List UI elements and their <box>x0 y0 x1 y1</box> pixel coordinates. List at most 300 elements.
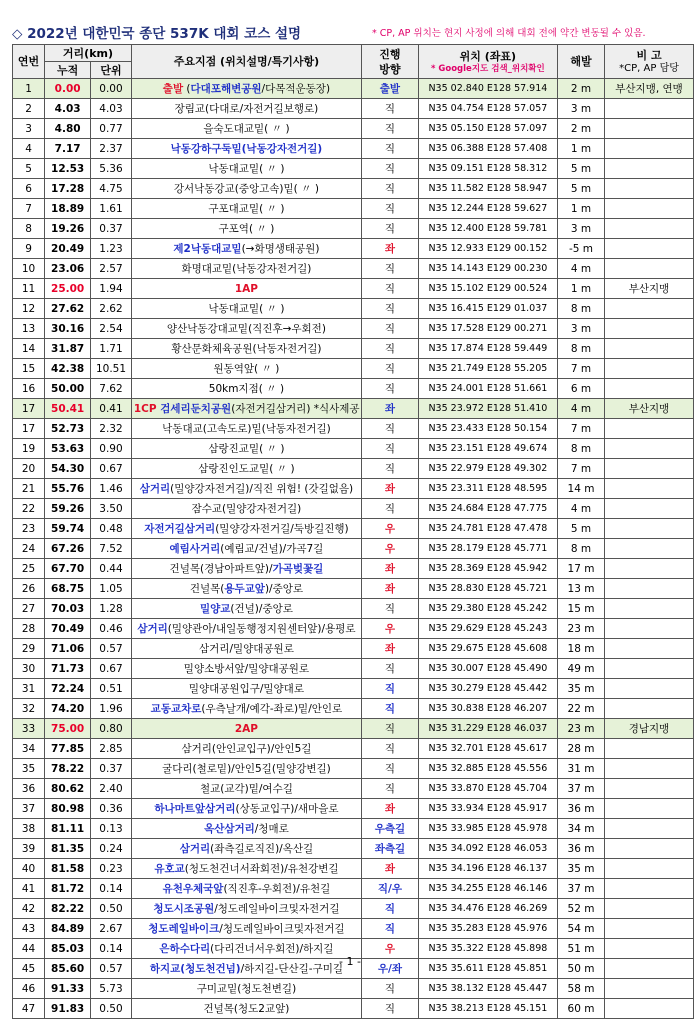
cell-direction: 좌 <box>362 799 419 819</box>
cell-unit: 0.14 <box>91 939 132 959</box>
cell-place <box>131 479 361 499</box>
place-text: 삼거리 <box>179 842 211 855</box>
cell-direction: 우 <box>362 519 419 539</box>
cell-cumulative: 80.62 <box>45 779 91 799</box>
table-row <box>13 659 694 679</box>
place-text: 낙동대교밑( 〃 ) <box>208 162 285 175</box>
cell-altitude: 5 m <box>557 179 604 199</box>
table-row <box>13 779 694 799</box>
cell-no: 26 <box>13 579 45 599</box>
header-altitude: 해발 <box>557 45 604 79</box>
cell-unit: 5.36 <box>91 159 132 179</box>
place-text: 건널목(청도2교앞) <box>203 1002 290 1015</box>
place-text: 청도시조공원 <box>153 902 215 915</box>
place-text: (밀양강자전거길/둑방길진행) <box>215 522 349 535</box>
header-position-label: 위치 (좌표) <box>459 50 517 63</box>
cell-altitude: 7 m <box>557 459 604 479</box>
place-text: 삼거리/밀양대공원로 <box>199 642 294 655</box>
cell-position: N35 24.001 E128 51.661 <box>418 379 557 399</box>
place-text: (좌측길로직진)/옥산길 <box>210 842 314 855</box>
table-row <box>13 259 694 279</box>
header-distance: 거리(km) <box>45 45 132 62</box>
cell-unit: 0.51 <box>91 679 132 699</box>
cell-altitude: 58 m <box>557 979 604 999</box>
cell-direction: 직 <box>362 139 419 159</box>
cell-no: 30 <box>13 659 45 679</box>
table-row <box>13 819 694 839</box>
cell-note <box>605 799 694 819</box>
table-row <box>13 239 694 259</box>
cell-position: N35 29.380 E128 45.242 <box>418 599 557 619</box>
cell-no: 12 <box>13 299 45 319</box>
cell-direction: 직 <box>362 679 419 699</box>
cell-cumulative: 82.22 <box>45 899 91 919</box>
cell-place <box>131 639 361 659</box>
table-row <box>13 619 694 639</box>
cell-position: N35 35.322 E128 45.898 <box>418 939 557 959</box>
cell-cumulative: 85.60 <box>45 959 91 979</box>
cell-no: 9 <box>13 239 45 259</box>
table-row <box>13 859 694 879</box>
cell-cumulative: 81.58 <box>45 859 91 879</box>
cell-unit: 1.05 <box>91 579 132 599</box>
cell-direction: 우 <box>362 619 419 639</box>
cell-cumulative: 84.89 <box>45 919 91 939</box>
cell-unit: 0.67 <box>91 459 132 479</box>
cell-no: 29 <box>13 639 45 659</box>
cell-altitude: 8 m <box>557 339 604 359</box>
cell-altitude: 28 m <box>557 739 604 759</box>
cell-no: 6 <box>13 179 45 199</box>
cell-no: 19 <box>13 439 45 459</box>
cell-position: N35 38.132 E128 45.447 <box>418 979 557 999</box>
cell-unit: 2.54 <box>91 319 132 339</box>
table-row <box>13 219 694 239</box>
cell-position: N35 17.528 E129 00.271 <box>418 319 557 339</box>
cell-position: N35 33.870 E128 45.704 <box>418 779 557 799</box>
cell-altitude: 4 m <box>557 499 604 519</box>
cell-position: N35 15.102 E129 00.524 <box>418 279 557 299</box>
cell-cumulative: 71.73 <box>45 659 91 679</box>
cell-no: 3 <box>13 119 45 139</box>
cell-place <box>131 279 361 299</box>
table-row <box>13 639 694 659</box>
place-text: 구미교밑(청도천변길) <box>196 982 297 995</box>
cell-place <box>131 319 361 339</box>
cell-note <box>605 379 694 399</box>
cell-place <box>131 879 361 899</box>
cell-note <box>605 239 694 259</box>
cell-position: N35 33.934 E128 45.917 <box>418 799 557 819</box>
cell-position: N35 33.985 E128 45.978 <box>418 819 557 839</box>
cell-direction: 좌 <box>362 579 419 599</box>
cell-unit: 7.62 <box>91 379 132 399</box>
cell-direction: 좌 <box>362 239 419 259</box>
table-row <box>13 599 694 619</box>
place-text: (→화명생태공원) <box>241 242 320 255</box>
cell-note <box>605 299 694 319</box>
cell-no: 33 <box>13 719 45 739</box>
place-text: (상동교입구)/새마을로 <box>235 802 339 815</box>
table-row <box>13 299 694 319</box>
cell-note <box>605 759 694 779</box>
cell-note <box>605 559 694 579</box>
cell-unit: 0.41 <box>91 399 132 419</box>
cell-note <box>605 619 694 639</box>
cell-cumulative: 27.62 <box>45 299 91 319</box>
place-text: 을숙도대교밑( 〃 ) <box>203 122 290 135</box>
cell-cumulative: 91.33 <box>45 979 91 999</box>
cell-cumulative: 81.11 <box>45 819 91 839</box>
cell-cumulative: 91.83 <box>45 999 91 1019</box>
place-text: 장림교(다대로/자전거길보행로) <box>174 102 319 115</box>
cell-altitude: 35 m <box>557 679 604 699</box>
course-table <box>12 44 694 1019</box>
cell-altitude: 8 m <box>557 439 604 459</box>
cell-note <box>605 179 694 199</box>
place-text: 굴다리(철로밑)/안인5길(밀양강변길) <box>162 762 331 775</box>
table-row <box>13 179 694 199</box>
place-text: 1CP <box>133 402 161 415</box>
table-row <box>13 519 694 539</box>
place-text: 삼거리 <box>137 622 168 635</box>
cell-direction: 직/우 <box>362 879 419 899</box>
cell-no: 16 <box>13 379 45 399</box>
cell-position: N35 04.754 E128 57.057 <box>418 99 557 119</box>
place-text: 낙동대교밑( 〃 ) <box>208 302 285 315</box>
cell-place <box>131 379 361 399</box>
cell-position: N35 06.388 E128 57.408 <box>418 139 557 159</box>
table-row <box>13 359 694 379</box>
cell-note <box>605 439 694 459</box>
cell-direction: 직 <box>362 739 419 759</box>
cell-cumulative: 7.17 <box>45 139 91 159</box>
cell-cumulative: 70.49 <box>45 619 91 639</box>
page-number: - 1 - <box>339 955 361 968</box>
cell-unit: 0.24 <box>91 839 132 859</box>
cell-note <box>605 319 694 339</box>
place-text: 다대포해변공원 <box>190 82 262 95</box>
cell-no: 32 <box>13 699 45 719</box>
place-text: 밀양교 <box>199 602 231 615</box>
cell-no: 25 <box>13 559 45 579</box>
place-text: 건널목(경남아파트앞)/ <box>169 562 273 575</box>
cell-place <box>131 599 361 619</box>
table-row <box>13 999 694 1019</box>
header-position-sub: * Google지도 검색_위치확인 <box>431 64 545 74</box>
cell-position: N35 21.749 E128 55.205 <box>418 359 557 379</box>
table-row <box>13 99 694 119</box>
place-text: 하나마트앞삼거리 <box>154 802 236 815</box>
place-text: /하지길-단산길-구미길 <box>240 962 343 975</box>
cell-cumulative: 54.30 <box>45 459 91 479</box>
table-row <box>13 799 694 819</box>
cell-cumulative: 74.20 <box>45 699 91 719</box>
cell-place <box>131 579 361 599</box>
cell-altitude: 4 m <box>557 399 604 419</box>
cell-note <box>605 219 694 239</box>
place-text: 유호교 <box>154 862 185 875</box>
cell-direction: 직 <box>362 699 419 719</box>
cell-unit: 1.96 <box>91 699 132 719</box>
cell-cumulative: 67.70 <box>45 559 91 579</box>
cell-direction: 직 <box>362 419 419 439</box>
table-row <box>13 419 694 439</box>
cell-position: N35 32.885 E128 45.556 <box>418 759 557 779</box>
cell-direction: 좌 <box>362 479 419 499</box>
cell-place <box>131 199 361 219</box>
table-row <box>13 439 694 459</box>
header-note <box>605 45 694 79</box>
cell-unit: 0.90 <box>91 439 132 459</box>
table-row <box>13 399 694 419</box>
table-row <box>13 539 694 559</box>
table-row <box>13 899 694 919</box>
cell-altitude: 2 m <box>557 79 604 99</box>
cell-no: 24 <box>13 539 45 559</box>
place-text: (우측날개/예각-좌로)밑/안인로 <box>201 702 343 715</box>
place-text: 2AP <box>234 722 258 735</box>
cell-cumulative: 25.00 <box>45 279 91 299</box>
cell-cumulative: 4.03 <box>45 99 91 119</box>
place-text: (직진후-우회전)/유천길 <box>223 882 331 895</box>
cell-unit: 2.37 <box>91 139 132 159</box>
cell-cumulative: 59.26 <box>45 499 91 519</box>
place-text: 황산문화체육공원(낙동자전거길) <box>171 342 322 355</box>
place-text: /청매로 <box>254 822 289 835</box>
cell-altitude: 50 m <box>557 959 604 979</box>
header-note-label: 비 고 <box>636 49 662 62</box>
cell-note <box>605 119 694 139</box>
cell-cumulative: 4.80 <box>45 119 91 139</box>
cell-altitude: -5 m <box>557 239 604 259</box>
cell-direction: 직 <box>362 919 419 939</box>
place-text: 삼거리(안인교입구)/안인5길 <box>181 742 312 755</box>
place-text: 낙동강하구둑밑(낙동강자전거길) <box>170 142 323 155</box>
cell-position: N35 31.229 E128 46.037 <box>418 719 557 739</box>
cell-altitude: 5 m <box>557 159 604 179</box>
cell-position: N35 23.433 E128 50.154 <box>418 419 557 439</box>
cell-direction: 직 <box>362 899 419 919</box>
cell-no: 17 <box>13 399 45 419</box>
cell-no: 36 <box>13 779 45 799</box>
cell-no: 2 <box>13 99 45 119</box>
table-row <box>13 339 694 359</box>
table-row <box>13 319 694 339</box>
header-no: 연번 <box>13 45 45 79</box>
cell-position: N35 24.684 E128 47.775 <box>418 499 557 519</box>
cell-place <box>131 399 361 419</box>
place-text: 밀양소방서앞/밀양대공원로 <box>183 662 310 675</box>
cell-altitude: 23 m <box>557 719 604 739</box>
cell-no: 34 <box>13 739 45 759</box>
cell-altitude: 4 m <box>557 259 604 279</box>
cell-cumulative: 81.35 <box>45 839 91 859</box>
header-cumulative: 누적 <box>45 62 91 79</box>
cell-altitude: 23 m <box>557 619 604 639</box>
cell-direction: 직 <box>362 719 419 739</box>
cell-note <box>605 779 694 799</box>
cell-note <box>605 139 694 159</box>
place-text: ( <box>183 82 191 95</box>
cell-direction: 직 <box>362 599 419 619</box>
cell-direction: 좌측길 <box>362 839 419 859</box>
cell-position: N35 30.838 E128 46.207 <box>418 699 557 719</box>
place-text: 교동교차로 <box>150 702 202 715</box>
cell-unit: 0.46 <box>91 619 132 639</box>
cell-note <box>605 259 694 279</box>
cell-position: N35 30.279 E128 45.442 <box>418 679 557 699</box>
cell-no: 27 <box>13 599 45 619</box>
cell-note <box>605 419 694 439</box>
cell-direction: 우 <box>362 939 419 959</box>
cell-place <box>131 679 361 699</box>
cell-altitude: 54 m <box>557 919 604 939</box>
cell-altitude: 60 m <box>557 999 604 1019</box>
cell-cumulative: 23.06 <box>45 259 91 279</box>
cell-note <box>605 639 694 659</box>
table-row <box>13 199 694 219</box>
cell-no: 1 <box>13 79 45 99</box>
table-row <box>13 459 694 479</box>
cell-direction: 직 <box>362 499 419 519</box>
cell-no: 22 <box>13 499 45 519</box>
cell-place <box>131 919 361 939</box>
cell-note <box>605 819 694 839</box>
cell-altitude: 37 m <box>557 779 604 799</box>
cell-note <box>605 479 694 499</box>
cell-unit: 3.50 <box>91 499 132 519</box>
cell-altitude: 37 m <box>557 879 604 899</box>
cell-direction: 직 <box>362 979 419 999</box>
cell-unit: 0.57 <box>91 639 132 659</box>
cell-place <box>131 999 361 1019</box>
cell-unit: 0.36 <box>91 799 132 819</box>
cell-unit: 0.00 <box>91 79 132 99</box>
cell-position: N35 22.979 E128 49.302 <box>418 459 557 479</box>
cell-altitude: 36 m <box>557 799 604 819</box>
place-text: 강서낙동강교(중앙고속)밑( 〃 ) <box>173 182 319 195</box>
place-text: 출발 <box>162 82 184 95</box>
cell-unit: 0.50 <box>91 899 132 919</box>
cell-place <box>131 799 361 819</box>
cell-unit: 5.73 <box>91 979 132 999</box>
cell-unit: 1.46 <box>91 479 132 499</box>
cell-place <box>131 439 361 459</box>
cell-altitude: 7 m <box>557 419 604 439</box>
cell-cumulative: 50.41 <box>45 399 91 419</box>
cell-direction: 직 <box>362 319 419 339</box>
place-text: )/중앙로 <box>264 582 304 595</box>
place-text: 삼거리 <box>139 482 171 495</box>
place-text: 예림사거리 <box>169 542 221 555</box>
header-position <box>418 45 557 79</box>
cell-position: N35 29.629 E128 45.243 <box>418 619 557 639</box>
place-text: 청도레일바이크 <box>148 922 220 935</box>
place-text: 잠수교(밀양강자전거길) <box>191 502 302 515</box>
table-row <box>13 79 694 99</box>
cell-place <box>131 839 361 859</box>
table-row <box>13 759 694 779</box>
table-row <box>13 979 694 999</box>
header-direction <box>362 45 419 79</box>
place-text: (다리건너서우회전)/하지길 <box>210 942 334 955</box>
place-text: 1AP <box>234 282 258 295</box>
cell-direction: 직 <box>362 99 419 119</box>
cell-altitude: 3 m <box>557 99 604 119</box>
cell-no: 23 <box>13 519 45 539</box>
cell-direction: 직 <box>362 759 419 779</box>
place-text: 밀양대공원입구/밀양대로 <box>188 682 304 695</box>
cell-altitude: 6 m <box>557 379 604 399</box>
cell-position: N35 12.400 E128 59.781 <box>418 219 557 239</box>
cell-no: 28 <box>13 619 45 639</box>
cell-place <box>131 539 361 559</box>
cell-place <box>131 739 361 759</box>
cell-position: N35 34.196 E128 46.137 <box>418 859 557 879</box>
cell-position: N35 09.151 E128 58.312 <box>418 159 557 179</box>
cell-position: N35 34.092 E128 46.053 <box>418 839 557 859</box>
cell-note: 부산지맹 <box>605 279 694 299</box>
cell-note <box>605 659 694 679</box>
cell-cumulative: 0.00 <box>45 79 91 99</box>
cell-direction: 좌 <box>362 859 419 879</box>
cell-altitude: 34 m <box>557 819 604 839</box>
cell-place <box>131 979 361 999</box>
cell-unit: 0.37 <box>91 219 132 239</box>
place-text: 삼랑진인도교밑( 〃 ) <box>198 462 295 475</box>
cell-position: N35 23.311 E128 48.595 <box>418 479 557 499</box>
cell-unit: 0.48 <box>91 519 132 539</box>
cell-unit: 4.75 <box>91 179 132 199</box>
cell-unit: 1.71 <box>91 339 132 359</box>
place-text: 구포대교밑( 〃 ) <box>208 202 285 215</box>
cell-direction: 직 <box>362 659 419 679</box>
cell-altitude: 15 m <box>557 599 604 619</box>
header-unit: 단위 <box>91 62 132 79</box>
cell-no: 31 <box>13 679 45 699</box>
cell-note: 부산지맹, 연맹 <box>605 79 694 99</box>
cell-no: 10 <box>13 259 45 279</box>
cell-no: 17 <box>13 419 45 439</box>
cell-altitude: 35 m <box>557 859 604 879</box>
table-row <box>13 379 694 399</box>
cell-cumulative: 53.63 <box>45 439 91 459</box>
cell-note <box>605 999 694 1019</box>
cell-direction: 우 <box>362 539 419 559</box>
cell-note <box>605 859 694 879</box>
cell-no: 42 <box>13 899 45 919</box>
place-text: 은하수다리 <box>159 942 211 955</box>
cell-unit: 0.50 <box>91 999 132 1019</box>
cell-no: 41 <box>13 879 45 899</box>
place-text: 철교(교각)밑/여수길 <box>199 782 293 795</box>
cell-note <box>605 579 694 599</box>
cell-position: N35 11.582 E128 58.947 <box>418 179 557 199</box>
cell-place <box>131 239 361 259</box>
cell-place <box>131 719 361 739</box>
cell-direction: 직 <box>362 379 419 399</box>
cell-cumulative: 85.03 <box>45 939 91 959</box>
cell-note <box>605 499 694 519</box>
table-row <box>13 499 694 519</box>
cell-place <box>131 179 361 199</box>
cell-cumulative: 42.38 <box>45 359 91 379</box>
cell-cumulative: 71.06 <box>45 639 91 659</box>
place-text: 가곡벚꽃길 <box>272 562 324 575</box>
place-text: (건널)/중앙로 <box>230 602 293 615</box>
cell-direction: 직 <box>362 279 419 299</box>
